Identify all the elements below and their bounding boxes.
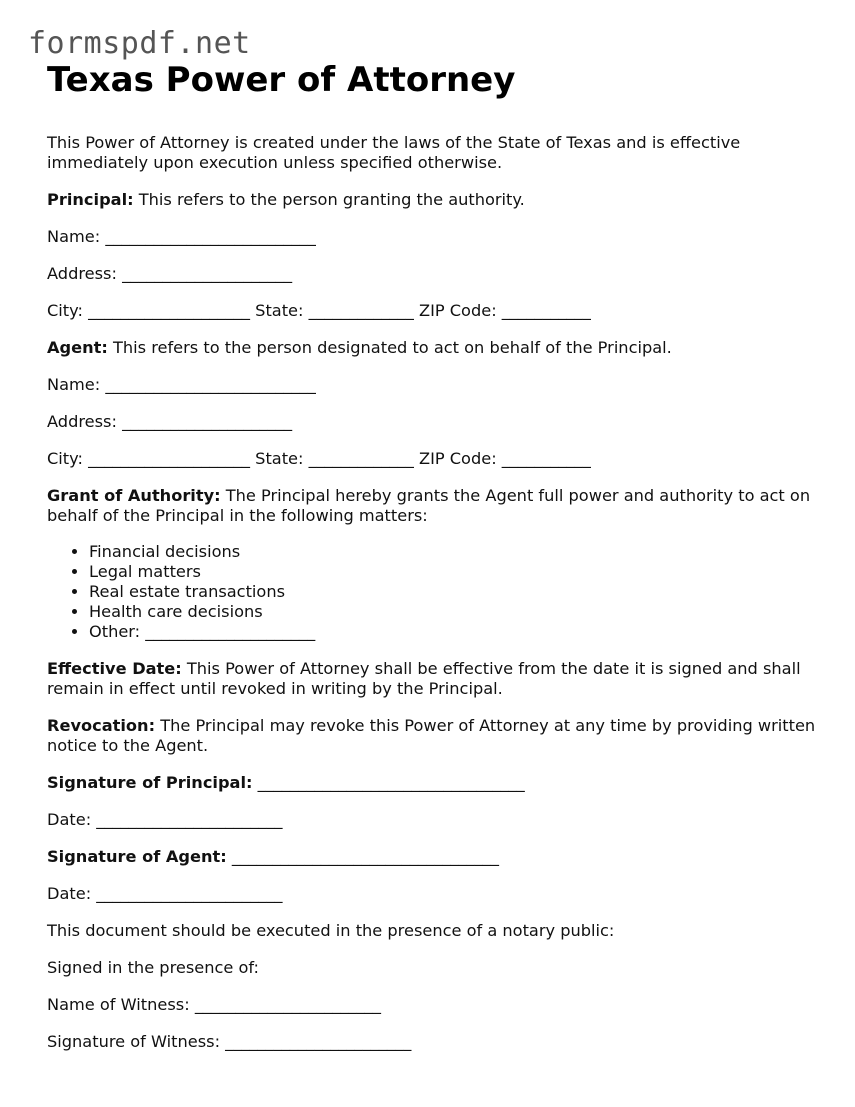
principal-name-field[interactable]: Name: __________________________ <box>47 227 316 246</box>
effective-date-section <box>47 659 822 699</box>
grant-heading: Grant of Authority: <box>47 486 221 505</box>
watermark: formspdf.net <box>28 26 251 61</box>
grant-of-authority-section <box>47 486 822 526</box>
effective-date-heading: Effective Date: <box>47 659 182 678</box>
principal-address-field[interactable]: Address: _____________________ <box>47 264 293 283</box>
revocation-text: The Principal may revoke this Power of Attorney at any time by providing written notice to the Agent. <box>47 716 816 755</box>
agent-description: This refers to the person designated to act on behalf of the Principal. <box>107 338 672 357</box>
agent-signature-line[interactable]: _________________________________ <box>226 847 499 866</box>
agent-date-field[interactable]: Date: _______________________ <box>47 884 283 903</box>
list-item: • Real estate transactions <box>89 582 822 602</box>
grant-text: The Principal hereby grants the Agent full power and authority to act on behalf of the Principal in the following matters: <box>47 486 811 525</box>
agent-address-field[interactable]: Address: _____________________ <box>47 412 293 431</box>
document-title: Texas Power of Attorney <box>47 60 516 100</box>
principal-date-field[interactable]: Date: _______________________ <box>47 810 283 829</box>
witness-signature-field[interactable]: Signature of Witness: _______________________ <box>47 1032 412 1051</box>
principal-city-state-zip-field[interactable]: City: ____________________ State: _____________ ZIP Code: ___________ <box>47 301 591 320</box>
revocation-heading: Revocation: <box>47 716 156 735</box>
notary-text: This document should be executed in the presence of a notary public: <box>47 921 615 940</box>
agent-city-state-zip-field[interactable]: City: ____________________ State: _____________ ZIP Code: ___________ <box>47 449 591 468</box>
agent-signature-field[interactable] <box>47 847 822 867</box>
list-item: • Health care decisions <box>89 602 822 622</box>
revocation-section <box>47 716 822 756</box>
document-page <box>47 60 822 1069</box>
list-item-other-field[interactable]: • Other: _____________________ <box>89 622 822 642</box>
list-item: • Legal matters <box>89 562 822 582</box>
agent-name-field[interactable]: Name: __________________________ <box>47 375 316 394</box>
principal-section <box>47 190 822 210</box>
agent-signature-label: Signature of Agent: <box>47 847 227 866</box>
principal-signature-line[interactable]: _________________________________ <box>252 773 525 792</box>
witness-name-field[interactable]: Name of Witness: _______________________ <box>47 995 381 1014</box>
intro-paragraph: This Power of Attorney is created under the laws of the State of Texas and is effective immediately upon execution unless specified otherwise. <box>47 133 741 172</box>
agent-section <box>47 338 822 358</box>
effective-date-text: This Power of Attorney shall be effective from the date it is signed and shall remain in effect until revoked in writing by the Principal. <box>47 659 801 698</box>
principal-description: This refers to the person granting the authority. <box>133 190 525 209</box>
list-item: • Financial decisions <box>89 542 822 562</box>
authority-list <box>47 542 822 642</box>
agent-heading: Agent: <box>47 338 108 357</box>
principal-heading: Principal: <box>47 190 134 209</box>
principal-signature-label: Signature of Principal: <box>47 773 253 792</box>
signed-presence-text: Signed in the presence of: <box>47 958 259 977</box>
principal-signature-field[interactable] <box>47 773 822 793</box>
